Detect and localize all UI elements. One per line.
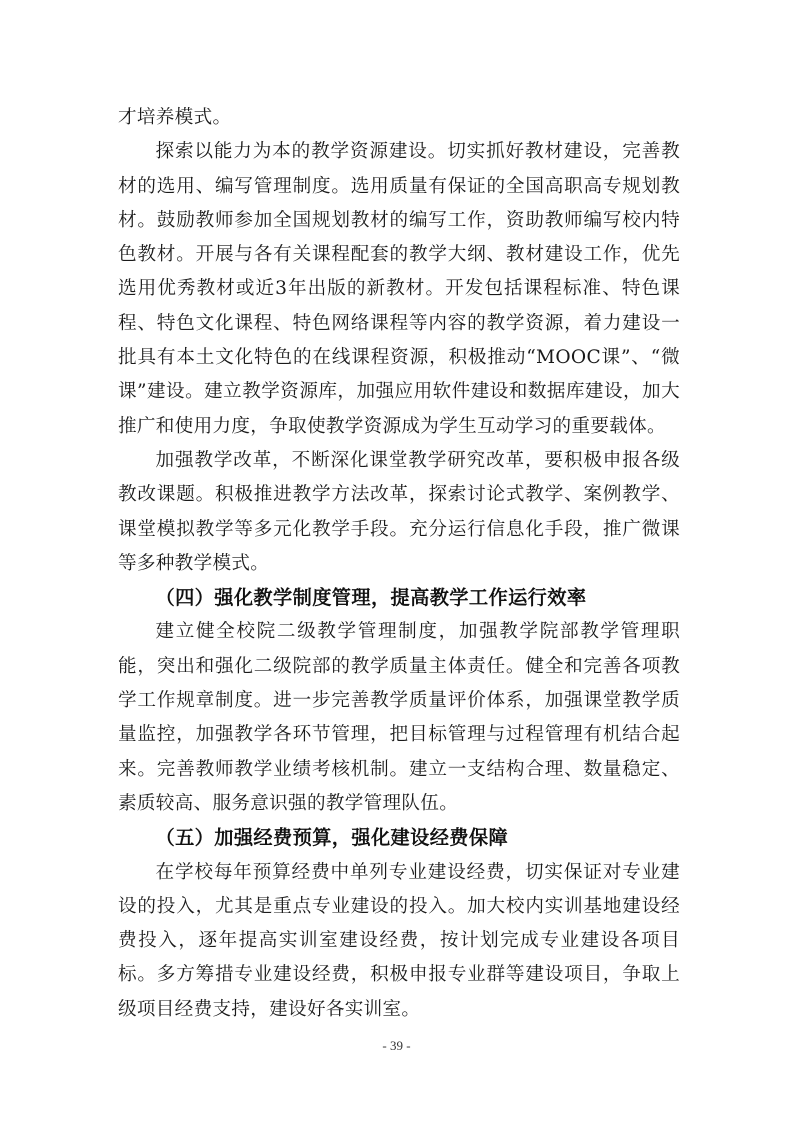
paragraph-section-4: 建立健全校院二级教学管理制度，加强教学院部教学管理职能，突出和强化二级院部的教学质量主体责任。健全和完善各项教学工作规章制度。进一步完善教学质量评价体系，加强课堂教学质量监控，加强教学各环节管理，把目标管理与过程管理有机结合起来。完善教师教学业绩考核机制。建立一支结构合理、数量稳定、素质较高、服务意识强的教学管理队伍。 (118, 621, 680, 814)
paragraph-teaching-resources: 探索以能力为本的教学资源建设。切实抓好教材建设，完善教材的选用、编写管理制度。选用质量有保证的全国高职高专规划教材。鼓励教师参加全国规划教材的编写工作，资助教师编写校内特色教材。开展与各有关课程配套的教学大纲、教材建设工作，优先选用优秀教材或近3年出版的新教材。开发包括课程标准、特色课程、特色文化课程、特色网络课程等内容的教学资源，着力建设一批具有本土文化特色的在线课程资源，积极推动“MOOC课”、“微课”建设。建立教学资源库，加强应用软件建设和数据库建设，加大推广和使用力度，争取使教学资源成为学生互动学习的重要载体。 (118, 141, 680, 437)
page-number: - 39 - (382, 1038, 411, 1053)
document-body (118, 101, 680, 1027)
paragraph-section-5: 在学校每年预算经费中单列专业建设经费，切实保证对专业建设的投入，尤其是重点专业建设的投入。加大校内实训基地建设经费投入，逐年提高实训室建设经费，按计划完成专业建设各项目标。多方筹措专业建设经费，积极申报专业群等建设项目，争取上级项目经费支持，建设好各实训室。 (118, 861, 680, 1020)
paragraph-teaching-reform: 加强教学改革，不断深化课堂教学研究改革，要积极申报各级教改课题。积极推进教学方法改革，探索讨论式教学、案例教学、课堂模拟教学等多元化教学手段。充分运行信息化手段，推广微课等多种教学模式。 (118, 449, 680, 574)
paragraph-continuation: 才培养模式。 (118, 107, 232, 128)
section-heading-4: （四）强化教学制度管理，提高教学工作运行效率 (155, 586, 587, 610)
section-heading-5: （五）加强经费预算，强化建设经费保障 (155, 826, 509, 850)
